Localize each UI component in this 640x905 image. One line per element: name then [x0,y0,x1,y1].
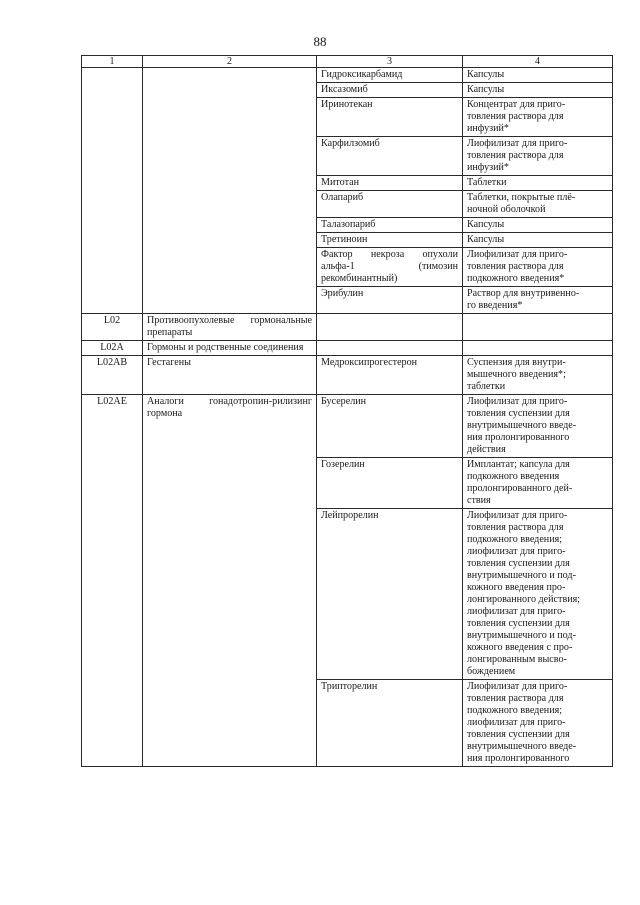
drug-name: Иксазомиб [317,83,463,98]
group-name: Гестагены [143,356,317,395]
drug-name: Карфилзомиб [317,137,463,176]
code-cell-empty [82,68,143,314]
atc-code: L02AE [82,395,143,767]
group-name: Противоопухолевые гормональные препараты [143,314,317,341]
drug-name-empty [317,341,463,356]
dosage-form: Лиофилизат для приго- товления раствора для подкожного введения* [463,248,613,287]
dosage-form: Раствор для внутривенно- го введения* [463,287,613,314]
drug-name: Фактор некроза опухоли альфа-1 (тимозин рекомбинантный) [317,248,463,287]
dosage-form: Концентрат для приго- товления раствора для инфузий* [463,98,613,137]
dosage-form-empty [463,314,613,341]
drug-name: Талазопариб [317,218,463,233]
drug-table [81,55,613,767]
dosage-form: Лиофилизат для приго- товления раствора для подкожного введения; лиофилизат для приго- товления суспензии для внутримышечного и под- кожного введения про- лонгированного действия; лиофилизат для приго- товления суспензии для внутримышечного и под- кожного введения с про- лонгированным высво- бождением [463,509,613,680]
atc-code: L02AB [82,356,143,395]
dosage-form: Капсулы [463,233,613,248]
group-name: Гормоны и родственные соединения [143,341,317,356]
drug-name: Медроксипрогестерон [317,356,463,395]
drug-name: Гозерелин [317,458,463,509]
dosage-form: Лиофилизат для приго- товления раствора для инфузий* [463,137,613,176]
group-row-l02ab [82,356,613,395]
dosage-form: Лиофилизат для приго- товления раствора для подкожного введения; лиофилизат для приго- товления суспензии для внутримышечного введе- ния пролонгированного [463,680,613,767]
page-number: 88 [313,34,327,49]
column-header: 4 [463,56,613,68]
drug-name: Иринотекан [317,98,463,137]
dosage-form-empty [463,341,613,356]
column-header: 1 [82,56,143,68]
column-header: 2 [143,56,317,68]
drug-name: Митотан [317,176,463,191]
drug-name: Бусерелин [317,395,463,458]
dosage-form: Капсулы [463,218,613,233]
drug-name: Трипторелин [317,680,463,767]
table-row [82,68,613,83]
drug-name-empty [317,314,463,341]
dosage-form: Таблетки [463,176,613,191]
drug-name: Эрибулин [317,287,463,314]
atc-code: L02A [82,341,143,356]
dosage-form: Имплантат; капсула для подкожного введения пролонгированного дей- ствия [463,458,613,509]
column-header-row [82,56,613,68]
drug-name: Третиноин [317,233,463,248]
drug-name: Олапариб [317,191,463,218]
atc-code: L02 [82,314,143,341]
dosage-form: Таблетки, покрытые плё- ночной оболочкой [463,191,613,218]
dosage-form: Капсулы [463,68,613,83]
drug-name: Гидроксикарбамид [317,68,463,83]
group-row-l02a [82,341,613,356]
group-row-l02ae [82,395,613,458]
dosage-form: Лиофилизат для приго- товления суспензии для внутримышечного введе- ния пролонгированного действия [463,395,613,458]
group-name: Аналоги гонадотропин-рилизинг гормона [143,395,317,767]
drug-name: Лейпрорелин [317,509,463,680]
column-header: 3 [317,56,463,68]
group-row-l02 [82,314,613,341]
group-cell-empty [143,68,317,314]
dosage-form: Капсулы [463,83,613,98]
dosage-form: Суспензия для внутри- мышечного введения*; таблетки [463,356,613,395]
